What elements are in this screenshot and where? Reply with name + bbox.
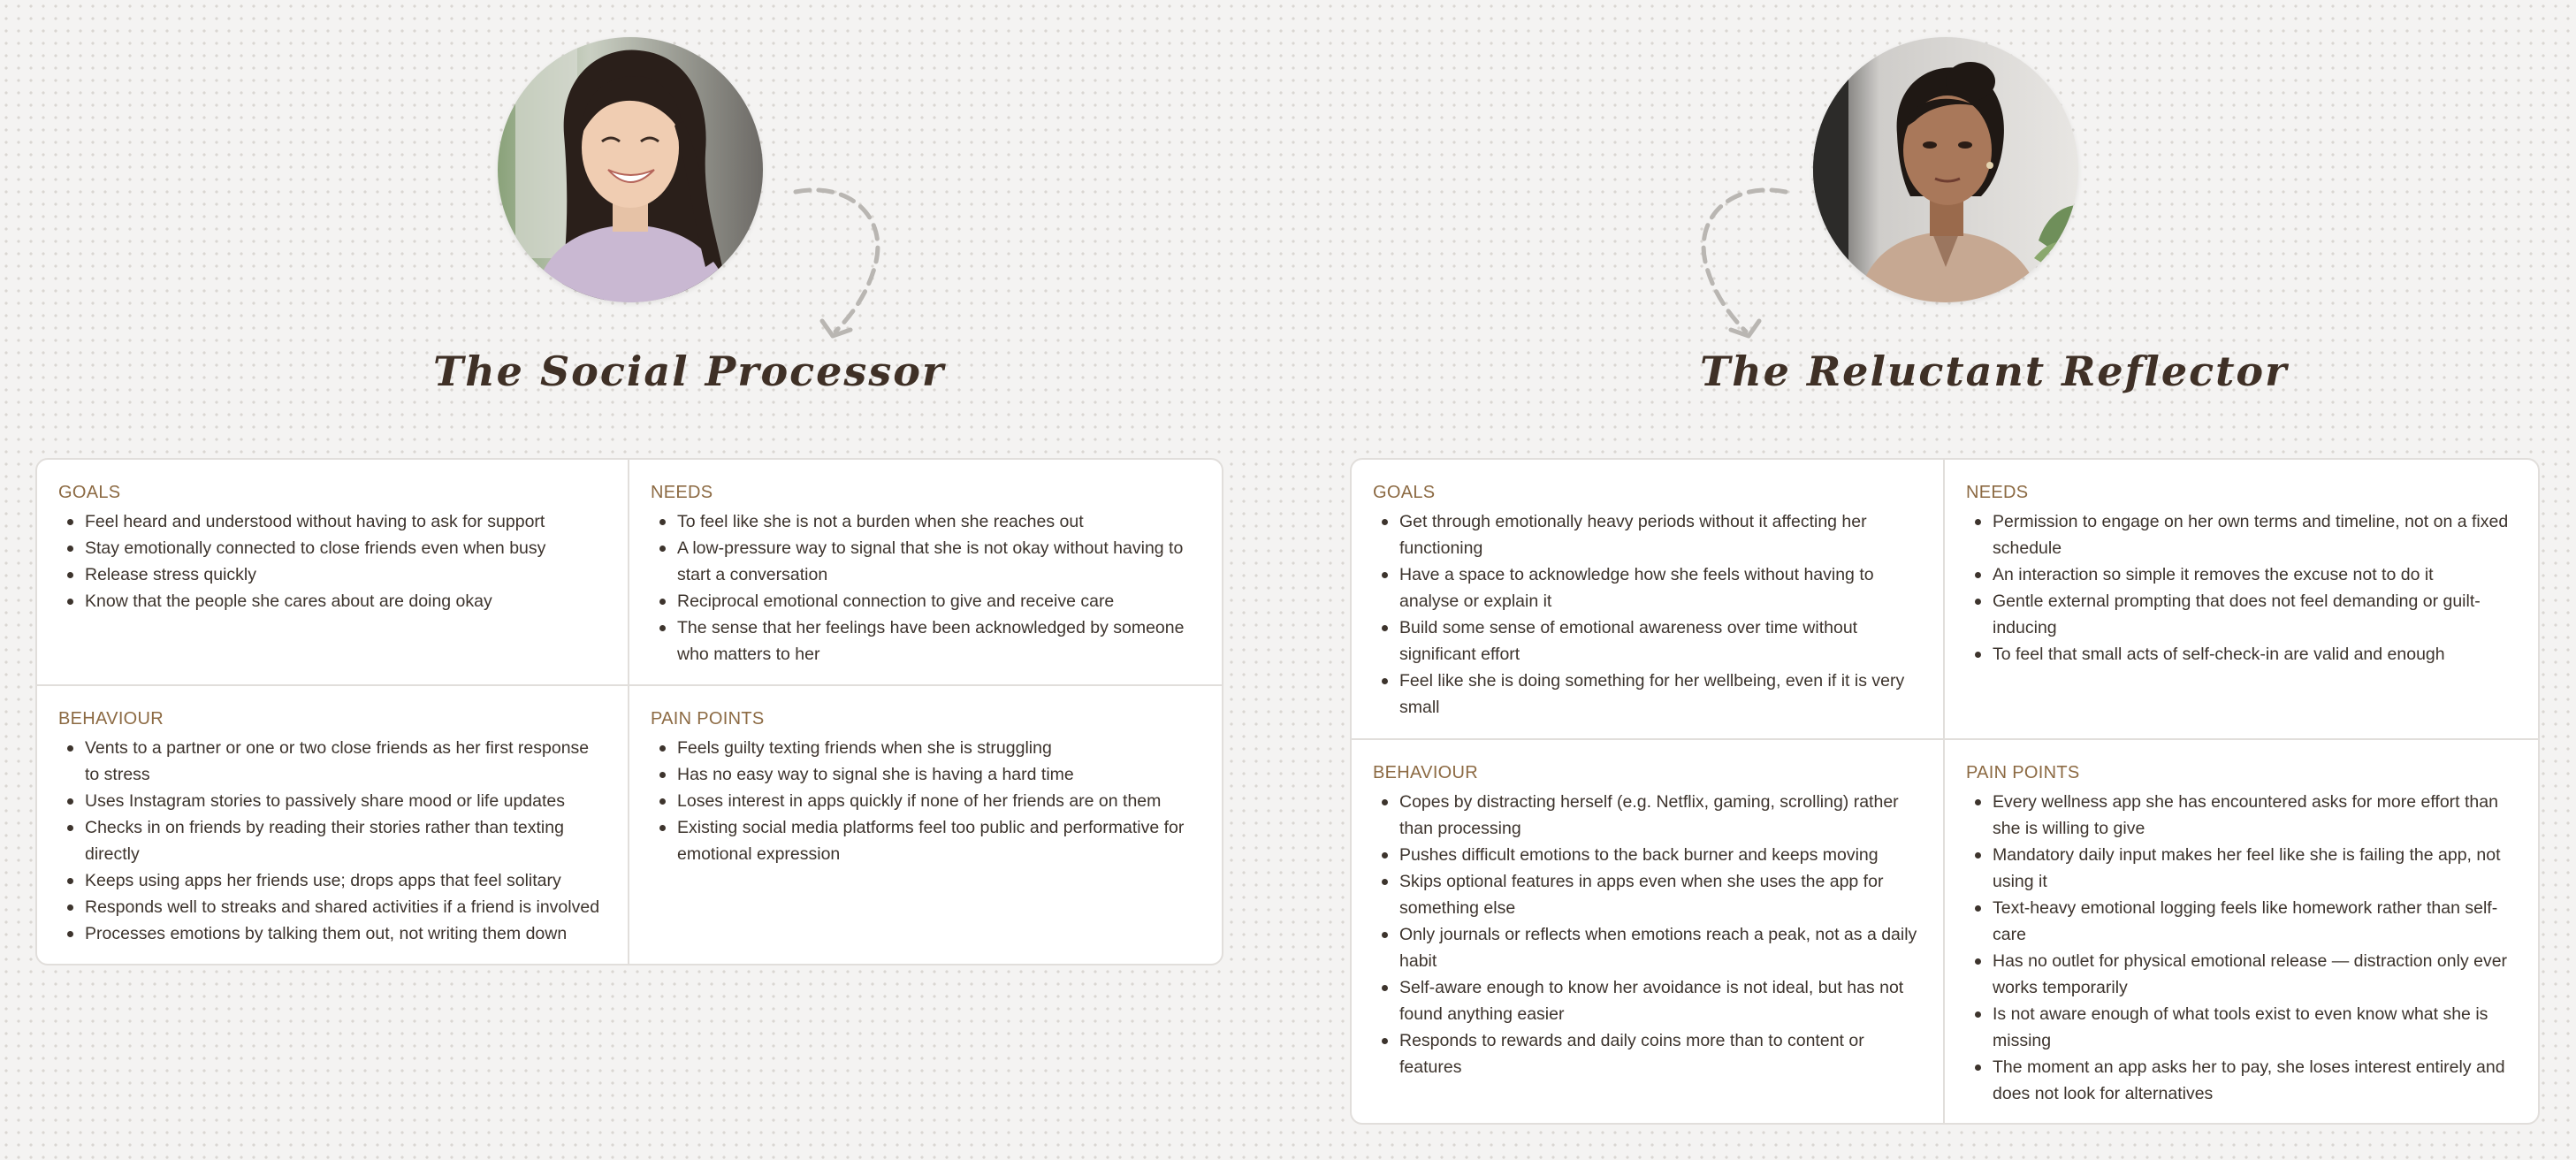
list-item: The moment an app asks her to pay, she loses interest entirely and does not look for alternatives <box>1966 1054 2517 1107</box>
list-item: Get through emotionally heavy periods without it affecting her functioning <box>1373 508 1922 561</box>
needs-section <box>1945 460 2538 740</box>
list-item: Self-aware enough to know her avoidance is not ideal, but has not found anything easier <box>1373 974 1922 1027</box>
list-item: Loses interest in apps quickly if none of her friends are on them <box>651 788 1200 814</box>
avatar <box>498 37 763 302</box>
list-item: Processes emotions by talking them out, not writing them down <box>58 920 606 947</box>
list-item: Keeps using apps her friends use; drops apps that feel solitary <box>58 867 606 894</box>
needs-section <box>629 460 1222 686</box>
list-item: Feel heard and understood without having to ask for support <box>58 508 606 535</box>
list-item: To feel that small acts of self-check-in are valid and enough <box>1966 641 2517 668</box>
list-item: Feel like she is doing something for her wellbeing, even if it is very small <box>1373 668 1922 721</box>
list-item: Vents to a partner or one or two close friends as her first response to stress <box>58 735 606 788</box>
list-item: Pushes difficult emotions to the back burner and keeps moving <box>1373 842 1922 868</box>
pain-points-list <box>1966 789 2517 1107</box>
curved-arrow-icon <box>1688 181 1795 349</box>
list-item: Responds well to streaks and shared activities if a friend is involved <box>58 894 606 920</box>
behaviour-list <box>1373 789 1922 1080</box>
persona-title: The Reluctant Reflector <box>1700 347 2289 395</box>
section-heading: BEHAVIOUR <box>1373 763 1479 782</box>
list-item: Mandatory daily input makes her feel like she is failing the app, not using it <box>1966 842 2517 895</box>
list-item: Gentle external prompting that does not feel demanding or guilt-inducing <box>1966 588 2517 641</box>
section-heading: NEEDS <box>1966 483 2029 502</box>
list-item: Has no easy way to signal she is having a hard time <box>651 761 1200 788</box>
pain-points-section <box>1945 740 2538 1123</box>
goals-section <box>1352 460 1945 740</box>
section-heading: PAIN POINTS <box>1966 763 2080 782</box>
list-item: Build some sense of emotional awareness over time without significant effort <box>1373 614 1922 668</box>
behaviour-section <box>37 686 629 964</box>
behaviour-section <box>1352 740 1945 1123</box>
goals-section <box>37 460 629 686</box>
list-item: Is not aware enough of what tools exist to even know what she is missing <box>1966 1001 2517 1054</box>
list-item: Release stress quickly <box>58 561 606 588</box>
list-item: The sense that her feelings have been acknowledged by someone who matters to her <box>651 614 1200 668</box>
list-item: Every wellness app she has encountered asks for more effort than she is willing to give <box>1966 789 2517 842</box>
list-item: To feel like she is not a burden when she reaches out <box>651 508 1200 535</box>
list-item: Copes by distracting herself (e.g. Netflix, gaming, scrolling) rather than processing <box>1373 789 1922 842</box>
list-item: Only journals or reflects when emotions reach a peak, not as a daily habit <box>1373 921 1922 974</box>
persona-title: The Social Processor <box>433 347 946 395</box>
goals-list <box>58 508 606 614</box>
list-item: Checks in on friends by reading their stories rather than texting directly <box>58 814 606 867</box>
persona-card <box>1350 458 2540 1125</box>
list-item: Know that the people she cares about are doing okay <box>58 588 606 614</box>
section-heading: GOALS <box>1373 483 1436 502</box>
section-heading: GOALS <box>58 483 121 502</box>
smiling-woman-portrait <box>498 37 763 302</box>
list-item: Responds to rewards and daily coins more than to content or features <box>1373 1027 1922 1080</box>
avatar <box>1813 37 2078 302</box>
thoughtful-woman-portrait <box>1813 37 2078 302</box>
list-item: Reciprocal emotional connection to give and receive care <box>651 588 1200 614</box>
list-item: Feels guilty texting friends when she is struggling <box>651 735 1200 761</box>
list-item: Have a space to acknowledge how she feels without having to analyse or explain it <box>1373 561 1922 614</box>
list-item: Existing social media platforms feel too public and performative for emotional expression <box>651 814 1200 867</box>
list-item: Stay emotionally connected to close friends even when busy <box>58 535 606 561</box>
goals-list <box>1373 508 1922 721</box>
list-item: Permission to engage on her own terms and timeline, not on a fixed schedule <box>1966 508 2517 561</box>
list-item: Uses Instagram stories to passively share mood or life updates <box>58 788 606 814</box>
needs-list <box>651 508 1200 668</box>
section-heading: BEHAVIOUR <box>58 709 164 729</box>
list-item: Has no outlet for physical emotional release — distraction only ever works temporarily <box>1966 948 2517 1001</box>
pain-points-list <box>651 735 1200 867</box>
behaviour-list <box>58 735 606 947</box>
persona-card <box>35 458 1223 965</box>
curved-arrow-icon <box>787 181 893 349</box>
needs-list <box>1966 508 2517 668</box>
list-item: A low-pressure way to signal that she is not okay without having to start a conversation <box>651 535 1200 588</box>
pain-points-section <box>629 686 1222 964</box>
section-heading: NEEDS <box>651 483 713 502</box>
list-item: Skips optional features in apps even when she uses the app for something else <box>1373 868 1922 921</box>
list-item: Text-heavy emotional logging feels like homework rather than self-care <box>1966 895 2517 948</box>
section-heading: PAIN POINTS <box>651 709 765 729</box>
list-item: An interaction so simple it removes the excuse not to do it <box>1966 561 2517 588</box>
